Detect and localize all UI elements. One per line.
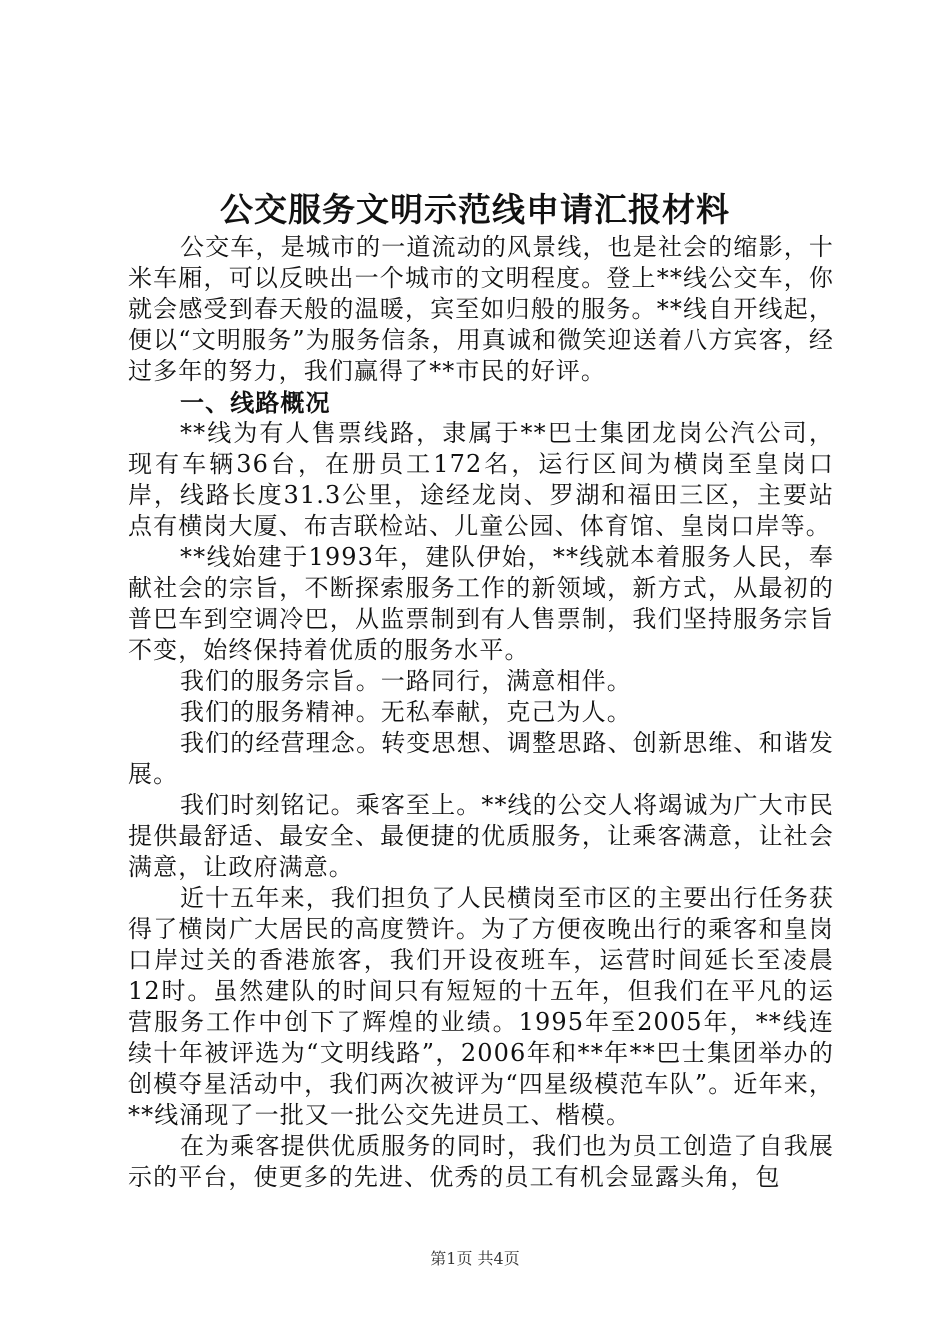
route-overview-paragraph: **线为有人售票线路，隶属于**巴士集团龙岗公汽公司，现有车辆36台，在册员工172名，运行区间为横岗至皇岗口岸，线路长度31.3公里，途经龙岗、罗湖和福田三区，主要站点有横岗大厦、布吉联检站、儿童公园、体育馆、皇岗口岸等。	[128, 419, 834, 540]
intro-paragraph: 公交车，是城市的一道流动的风景线，也是社会的缩影，十米车厢，可以反映出一个城市的文明程度。登上**线公交车，你就会感受到春天般的温暖，宾至如归般的服务。**线自开线起，便以“文明服务”为服务信条，用真诚和微笑迎送着八方宾客，经过多年的努力，我们赢得了**市民的好评。	[128, 233, 834, 385]
achievements-paragraph: 近十五年来，我们担负了人民横岗至市区的主要出行任务获得了横岗广大居民的高度赞许。为了方便夜晚出行的乘客和皇岗口岸过关的香港旅客，我们开设夜班车，运营时间延长至凌晨12时。虽然建队的时间只有短短的十五年，但我们在平凡的运营服务工作中创下了辉煌的业绩。1995年至2005年，**线连续十年被评选为“文明线路”，2006年和**年**巴士集团举办的创模夺星活动中，我们两次被评为“四星级模范车队”。近年来，**线涌现了一批又一批公交先进员工、楷模。	[128, 884, 834, 1129]
service-purpose-paragraph: 我们的服务宗旨。一路同行，满意相伴。	[180, 667, 632, 695]
document-title: 公交服务文明示范线申请汇报材料	[220, 190, 730, 229]
business-philosophy-paragraph: 我们的经营理念。转变思想、调整思路、创新思维、和谐发展。	[128, 729, 834, 788]
section-heading: 一、线路概况	[180, 388, 331, 417]
page-number-footer: 第1页 共4页	[430, 1249, 520, 1268]
service-spirit-paragraph: 我们的服务精神。无私奉献，克己为人。	[180, 698, 632, 726]
passenger-first-paragraph: 我们时刻铭记。乘客至上。**线的公交人将竭诚为广大市民提供最舒适、最安全、最便捷的优质服务，让乘客满意，让社会满意，让政府满意。	[128, 791, 834, 881]
history-paragraph: **线始建于1993年，建队伊始，**线就本着服务人民，奉献社会的宗旨，不断探索服务工作的新领域，新方式，从最初的普巴车到空调冷巴，从监票制到有人售票制，我们坚持服务宗旨不变，始终保持着优质的服务水平。	[128, 543, 834, 664]
staff-development-paragraph: 在为乘客提供优质服务的同时，我们也为员工创造了自我展示的平台，使更多的先进、优秀的员工有机会显露头角，包	[128, 1132, 834, 1191]
document-body	[128, 232, 834, 1193]
